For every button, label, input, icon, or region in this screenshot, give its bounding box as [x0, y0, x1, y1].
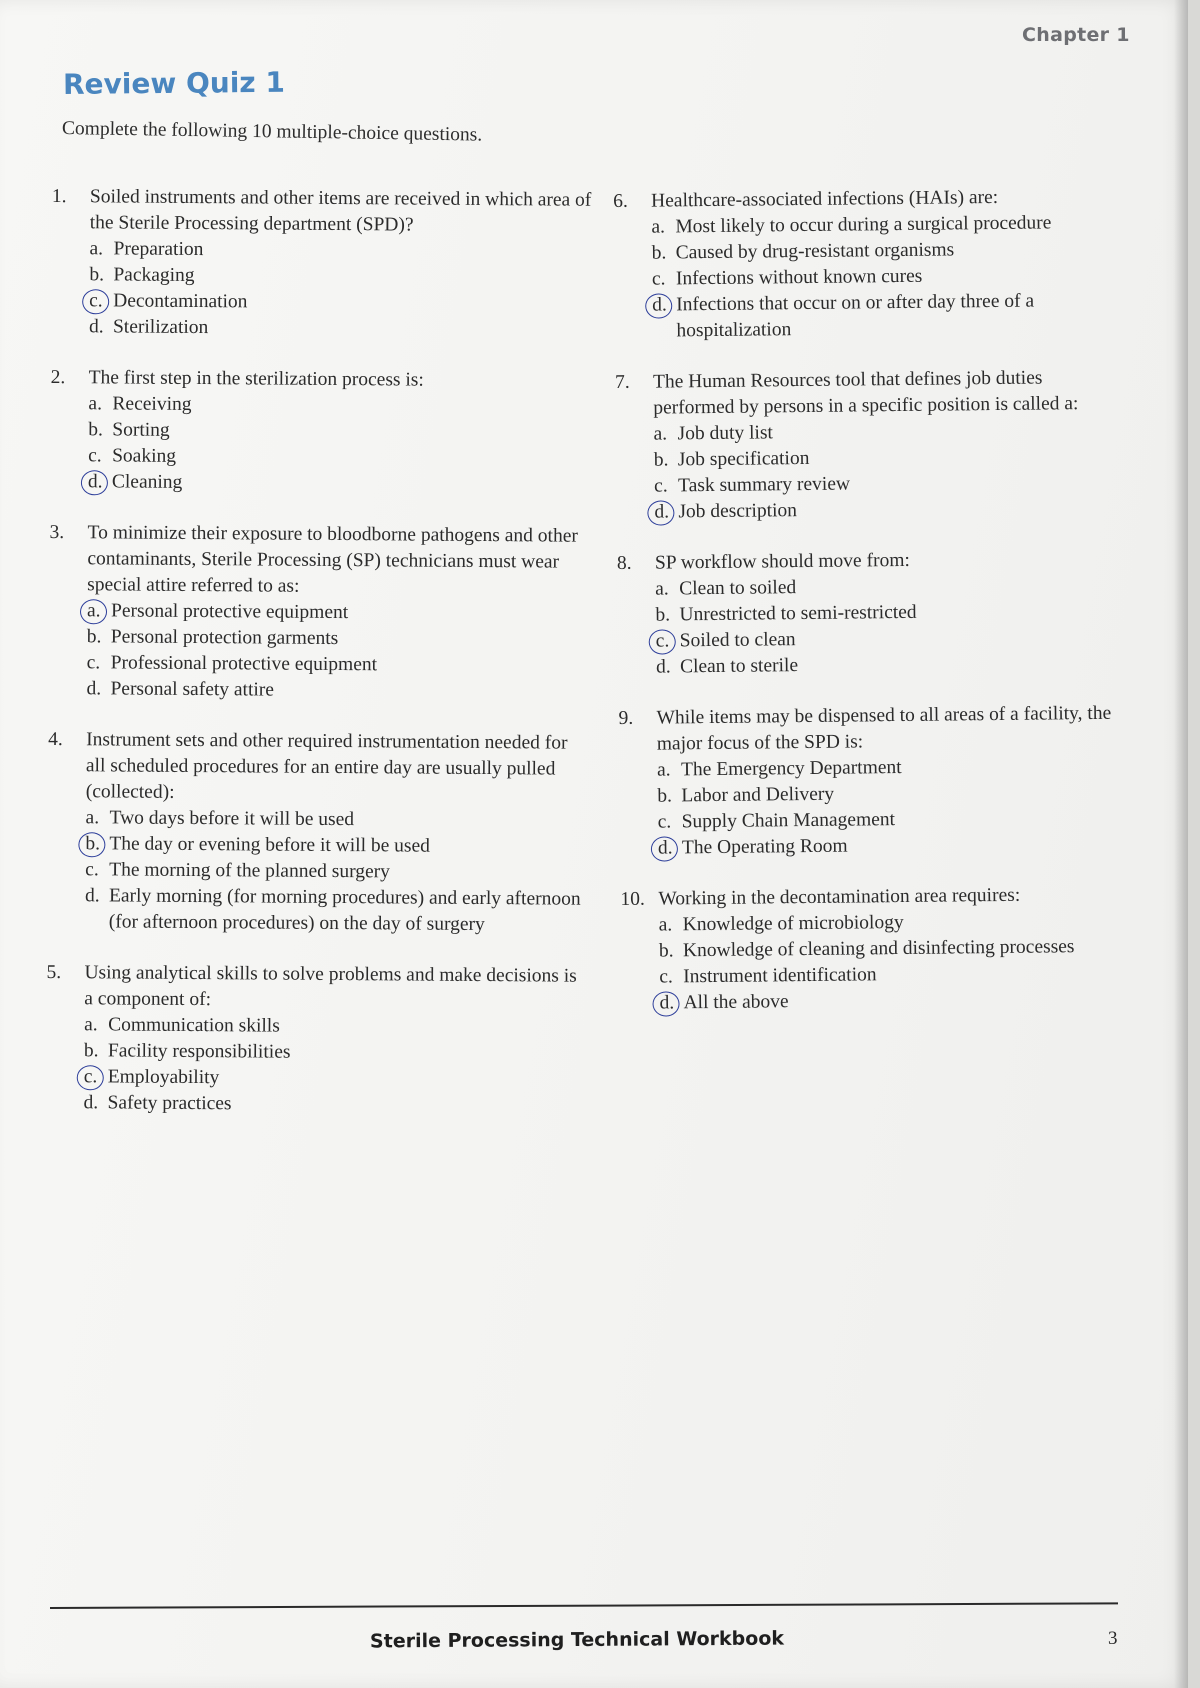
question-8 [617, 546, 1118, 681]
option-text: Cleaning [111, 471, 183, 493]
answer-option [87, 624, 589, 654]
option-letter: b. [85, 833, 101, 855]
question-text: While items may be dispensed to all areas of a facility, the major focus of the SPD is: [656, 702, 1112, 755]
option-letter: d. [83, 1092, 99, 1114]
question-number: 3. [49, 521, 65, 544]
option-letter: c. [83, 1066, 98, 1088]
option-text: Task summary review [678, 473, 851, 497]
page-title: Review Quiz 1 [62, 65, 286, 101]
question-stem [46, 960, 586, 1016]
question-number: 4. [48, 728, 63, 751]
answer-option [89, 236, 591, 266]
option-letter: a. [86, 600, 101, 622]
question-stem [618, 701, 1119, 758]
answer-options [86, 598, 589, 706]
question-10 [620, 882, 1121, 1017]
option-text: Receiving [112, 393, 192, 415]
option-letter: a. [658, 914, 673, 936]
question-9 [618, 701, 1120, 862]
option-letter: c. [651, 268, 666, 290]
question-text: Instrument sets and other required instrumentation needed for all scheduled procedures for an entire day are usually pulled (collected): [85, 729, 568, 803]
answer-options [85, 805, 588, 939]
question-text: The first step in the sterilization process is: [88, 367, 424, 391]
option-letter: a. [85, 807, 100, 829]
answer-option [88, 469, 590, 499]
question-stem [52, 184, 592, 240]
option-letter: b. [651, 242, 667, 264]
question-1 [51, 184, 592, 344]
option-text: Packaging [113, 264, 195, 286]
answer-option [85, 805, 587, 835]
option-letter: c. [85, 859, 99, 881]
option-letter: d. [84, 885, 100, 907]
option-text: Knowledge of cleaning and disinfecting processes [682, 936, 1075, 962]
option-letter: c. [655, 630, 670, 652]
answer-option [85, 883, 587, 939]
option-text: Knowledge of microbiology [682, 911, 904, 936]
option-text: Safety practices [107, 1092, 232, 1115]
page-number: 3 [1108, 1628, 1118, 1649]
option-text: Facility responsibilities [107, 1040, 291, 1063]
option-letter: b. [86, 626, 102, 648]
question-text: Using analytical skills to solve problems and make decisions is a component of: [84, 962, 577, 1011]
option-letter: a. [88, 393, 103, 415]
question-stem [49, 520, 590, 602]
answer-options [657, 753, 1120, 862]
answer-option [87, 598, 589, 628]
question-stem [51, 365, 591, 395]
question-text: To minimize their exposure to bloodborne pathogens and other contaminants, Sterile Processing (SP) technicians must wear special attire referred to as: [87, 522, 578, 597]
answer-options [651, 210, 1114, 345]
question-text: Soiled instruments and other items are received in which area of the Sterile Processing department (SPD)? [89, 186, 592, 236]
option-letter: a. [651, 216, 666, 238]
option-letter: d. [87, 471, 103, 493]
option-text: Personal protection garments [110, 626, 339, 650]
answer-option [86, 676, 588, 706]
option-letter: d. [88, 316, 104, 338]
option-text: Unrestricted to semi-restricted [679, 601, 917, 626]
answer-options [653, 417, 1116, 526]
option-text: Sterilization [112, 316, 209, 339]
answer-option [84, 1064, 586, 1094]
option-text: Personal safety attire [110, 678, 275, 701]
option-text: Clean to sterile [679, 655, 799, 678]
option-text: Caused by drug-resistant organisms [675, 239, 955, 264]
option-text: Soiled to clean [679, 629, 796, 652]
answer-option [89, 288, 591, 318]
answer-option [656, 650, 1118, 681]
answer-options [659, 908, 1122, 1017]
option-letter: b. [658, 940, 674, 962]
question-number: 7. [614, 371, 630, 393]
answer-options [89, 236, 592, 344]
option-letter: a. [89, 238, 104, 260]
option-text: Supply Chain Management [681, 809, 896, 833]
option-letter: d. [652, 294, 667, 316]
footer-divider [50, 1602, 1118, 1609]
question-text: Healthcare-associated infections (HAIs) are: [651, 186, 999, 212]
option-letter: a. [655, 578, 669, 600]
answer-option [88, 391, 590, 421]
option-text: Preparation [113, 238, 204, 261]
option-letter: c. [657, 811, 672, 833]
answer-options [83, 1012, 586, 1120]
option-text: Infections that occur on or after day three of a hospitalization [676, 290, 1035, 342]
answer-option [654, 495, 1116, 526]
question-number: 6. [613, 190, 628, 212]
answer-option [84, 1012, 586, 1042]
option-letter: b. [653, 449, 669, 471]
question-number: 1. [51, 185, 67, 208]
option-letter: c. [89, 290, 103, 312]
option-text: The day or evening before it will be used [109, 833, 431, 857]
option-letter: d. [654, 501, 670, 523]
option-text: Employability [107, 1066, 220, 1089]
option-letter: a. [653, 423, 668, 445]
option-text: Infections without known cures [675, 265, 923, 290]
question-number: 9. [618, 707, 634, 729]
option-text: Job duty list [677, 422, 774, 445]
option-letter: c. [659, 966, 673, 988]
option-letter: d. [655, 656, 671, 678]
answer-option [88, 443, 590, 473]
answer-options [655, 572, 1118, 681]
answer-option [658, 831, 1120, 862]
chapter-label: Chapter 1 [1022, 24, 1130, 46]
answer-option [89, 314, 591, 344]
questions-left-column [45, 184, 592, 1145]
question-number: 2. [50, 366, 66, 389]
option-text: Instrument identification [683, 964, 877, 988]
option-text: Professional protective equipment [110, 652, 378, 676]
option-text: Early morning (for morning procedures) and early afternoon (for afternoon procedures) on the day of surgery [108, 885, 581, 936]
option-text: Personal protective equipment [110, 600, 349, 624]
question-6 [613, 184, 1115, 345]
question-4 [47, 727, 588, 939]
answer-option [87, 650, 589, 680]
option-text: Job specification [677, 447, 810, 471]
option-letter: b. [83, 1040, 99, 1062]
question-7 [615, 365, 1117, 526]
question-number: 5. [46, 961, 62, 984]
answer-option [88, 417, 590, 447]
instructions: Complete the following 10 multiple-choice questions. [61, 118, 483, 146]
option-text: The Emergency Department [680, 757, 902, 781]
option-text: Soaking [112, 445, 177, 467]
answer-option [85, 857, 587, 887]
option-text: The morning of the planned surgery [109, 859, 390, 883]
option-letter: b. [657, 785, 673, 807]
option-text: Clean to soiled [679, 577, 797, 600]
question-text: The Human Resources tool that defines job duties performed by persons in a specific position is called a: [652, 367, 1079, 419]
footer-title: Sterile Processing Technical Workbook [369, 1627, 785, 1653]
option-letter: b. [88, 419, 103, 441]
question-stem [48, 727, 589, 809]
option-letter: c. [654, 475, 668, 497]
question-3 [48, 520, 589, 706]
answer-option [84, 1038, 586, 1068]
question-number: 10. [620, 888, 645, 910]
option-text: Labor and Delivery [681, 783, 835, 807]
option-text: Job description [678, 500, 798, 523]
question-number: 8. [616, 552, 632, 574]
answer-options [88, 391, 591, 499]
answer-option [85, 831, 587, 861]
option-text: Communication skills [108, 1014, 280, 1037]
option-text: The Operating Room [681, 835, 848, 859]
option-letter: d. [657, 837, 673, 859]
option-letter: b. [89, 264, 105, 286]
option-text: Decontamination [113, 290, 248, 313]
answer-option [652, 288, 1115, 345]
option-text: Most likely to occur during a surgical procedure [675, 212, 1052, 238]
question-text: Working in the decontamination area requires: [658, 884, 1021, 910]
question-5 [45, 960, 586, 1120]
question-text: SP workflow should move from: [654, 549, 910, 574]
option-letter: c. [88, 445, 102, 467]
option-letter: c. [86, 652, 101, 674]
questions-right-column [613, 184, 1122, 1042]
answer-option [659, 986, 1121, 1017]
question-2 [50, 365, 591, 499]
option-letter: d. [659, 992, 675, 1014]
option-text: Sorting [112, 419, 170, 441]
answer-option [89, 262, 591, 292]
option-letter: a. [656, 759, 671, 781]
answer-option [83, 1090, 585, 1120]
question-stem [615, 365, 1116, 422]
option-letter: a. [84, 1014, 98, 1036]
option-letter: d. [86, 678, 102, 700]
option-letter: b. [655, 604, 671, 626]
option-text: All the above [683, 991, 789, 1014]
option-text: Two days before it will be used [109, 807, 355, 831]
